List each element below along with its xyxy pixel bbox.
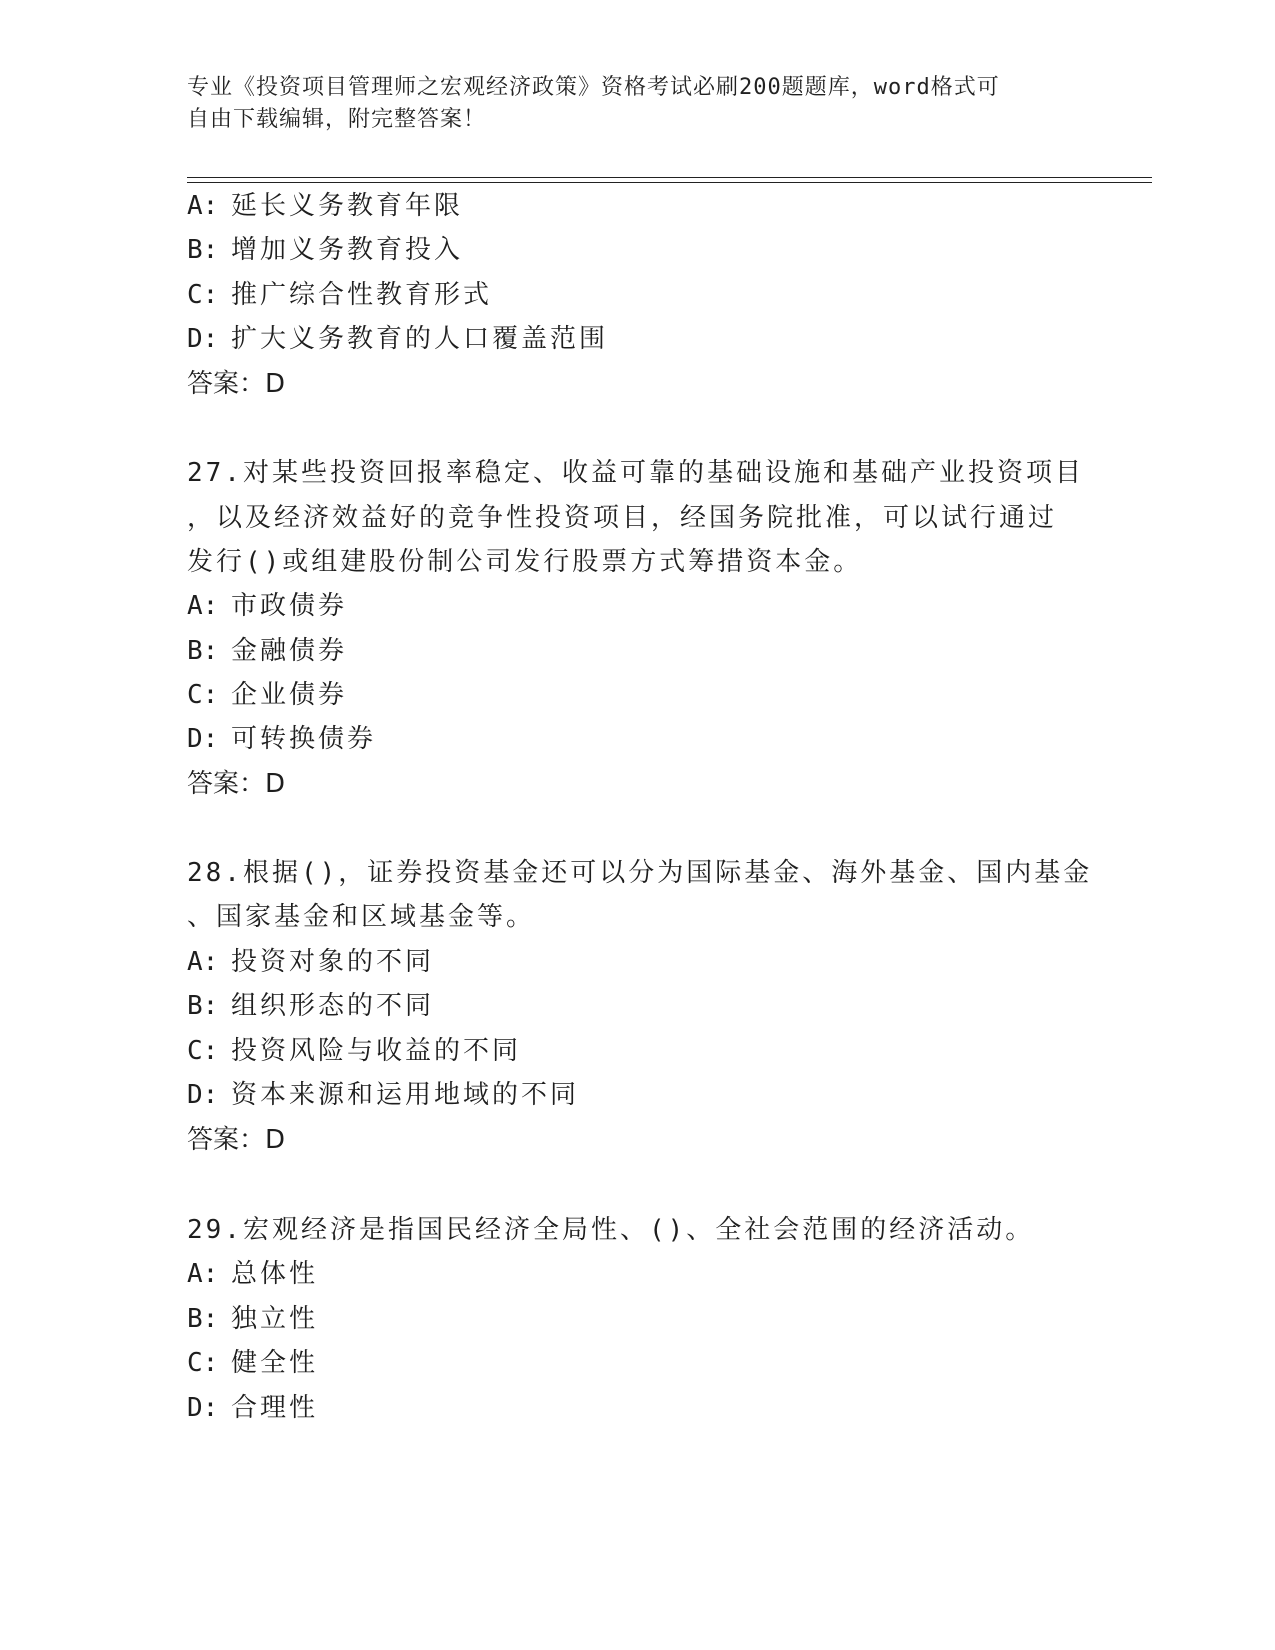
option-b [187, 232, 463, 268]
option-a [187, 1256, 318, 1292]
option-key: A: [187, 947, 219, 977]
option-key: D: [187, 724, 219, 754]
option-key: D: [187, 1393, 219, 1423]
option-text: 扩大义务教育的人口覆盖范围 [231, 324, 609, 354]
question-28-line-2: 、国家基金和区域基金等。 [187, 902, 536, 932]
option-c [187, 277, 492, 313]
header-line-2: 自由下载编辑，附完整答案！ [187, 107, 487, 132]
option-text: 延长义务教育年限 [231, 191, 464, 221]
question-27-line-3: 发行()或组建股份制公司发行股票方式筹措资本金。 [187, 547, 863, 577]
answer-line: 答案：D [187, 769, 286, 799]
option-key: C: [187, 1348, 219, 1378]
question-27-line-1: 27.对某些投资回报率稳定、收益可靠的基础设施和基础产业投资项目 [187, 458, 1084, 488]
option-text: 组织形态的不同 [231, 991, 435, 1021]
option-text: 总体性 [231, 1259, 319, 1289]
option-key: A: [187, 591, 219, 621]
option-key: C: [187, 680, 219, 710]
option-a [187, 588, 347, 624]
option-text: 金融债券 [231, 636, 348, 666]
option-text: 增加义务教育投入 [231, 235, 464, 265]
option-key: B: [187, 235, 219, 265]
question-28-line-1: 28.根据()，证券投资基金还可以分为国际基金、海外基金、国内基金 [187, 858, 1093, 888]
option-d [187, 721, 376, 757]
option-text: 合理性 [231, 1393, 319, 1423]
option-key: B: [187, 636, 219, 666]
option-key: D: [187, 1080, 219, 1110]
option-d [187, 1077, 579, 1113]
header-divider-top [187, 177, 1152, 178]
answer-line: 答案：D [187, 1125, 286, 1155]
question-27-line-2: ，以及经济效益好的竞争性投资项目，经国务院批准，可以试行通过 [187, 503, 1058, 533]
option-a [187, 188, 463, 224]
option-key: C: [187, 280, 219, 310]
option-key: B: [187, 991, 219, 1021]
option-c [187, 677, 347, 713]
option-a [187, 944, 434, 980]
option-key: A: [187, 191, 219, 221]
option-key: D: [187, 324, 219, 354]
option-text: 推广综合性教育形式 [231, 280, 493, 310]
option-text: 资本来源和运用地域的不同 [231, 1080, 580, 1110]
option-text: 企业债券 [231, 680, 348, 710]
option-d [187, 1390, 318, 1426]
option-b [187, 1301, 318, 1337]
header-line-1: 专业《投资项目管理师之宏观经济政策》资格考试必刷200题题库，word格式可 [187, 75, 1000, 100]
option-key: B: [187, 1304, 219, 1334]
header-divider-bottom [187, 182, 1152, 183]
option-b [187, 988, 434, 1024]
option-text: 可转换债券 [231, 724, 377, 754]
question-29-line-1: 29.宏观经济是指国民经济全局性、()、全社会范围的经济活动。 [187, 1215, 1035, 1245]
answer-line: 答案：D [187, 369, 286, 399]
option-b [187, 633, 347, 669]
option-key: A: [187, 1259, 219, 1289]
option-text: 健全性 [231, 1348, 319, 1378]
option-text: 独立性 [231, 1304, 319, 1334]
option-c [187, 1033, 521, 1069]
option-key: C: [187, 1036, 219, 1066]
option-text: 投资风险与收益的不同 [231, 1036, 522, 1066]
document-header [187, 72, 1067, 136]
option-text: 投资对象的不同 [231, 947, 435, 977]
option-c [187, 1345, 318, 1381]
option-text: 市政债券 [231, 591, 348, 621]
option-d [187, 321, 608, 357]
